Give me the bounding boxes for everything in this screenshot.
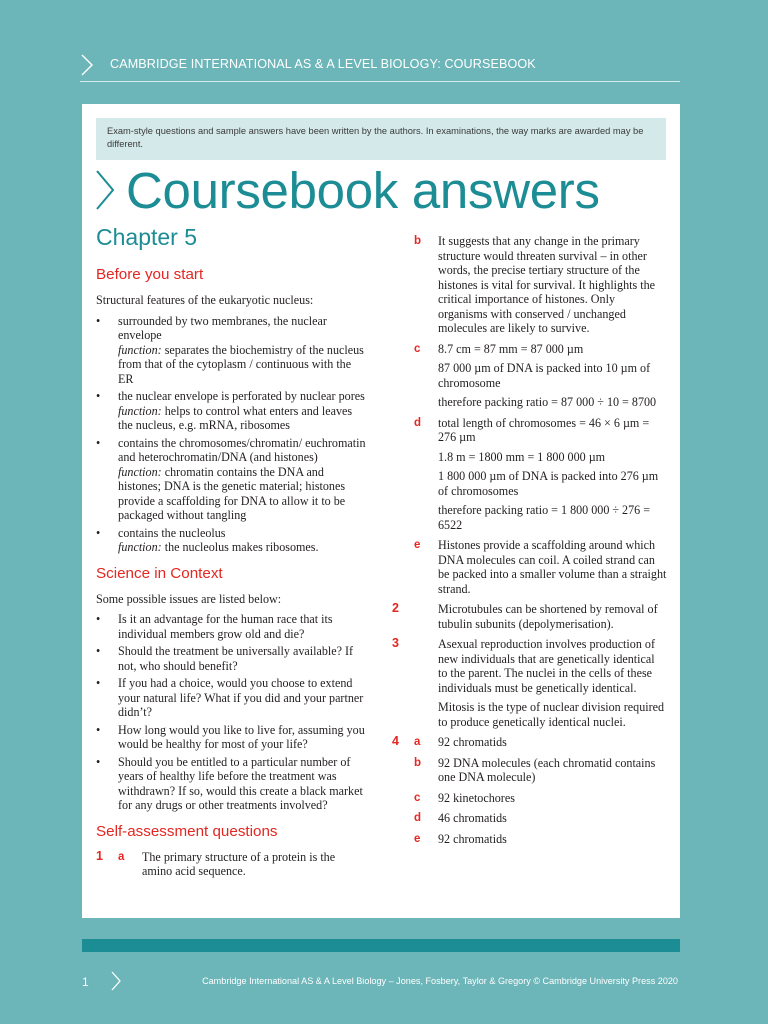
part-letter: b [414,235,422,247]
part-letter: b [414,756,422,769]
question-number: 4 [392,734,399,748]
question-number: 3 [392,636,399,650]
answer-line: 1.8 m = 1800 mm = 1 800 000 µm [438,449,606,464]
feature-text: contains the nucleolus [118,525,226,540]
question-1b [392,234,667,336]
part-letter: e [414,539,421,551]
question-1d [392,416,667,533]
question-1e [392,538,667,596]
section-heading-self-assessment: Self-assessment questions [96,822,278,840]
bullet: • [96,435,101,450]
function-label: function: [118,540,162,554]
page-number: 1 [82,975,89,989]
answer-text: The primary structure of a protein is the amino acid sequence. [142,849,336,878]
book-title: CAMBRIDGE INTERNATIONAL AS & A LEVEL BIOLOGY: COURSEBOOK [110,57,536,71]
answer-text: Microtubules can be shortened by removal of tubulin subunits (depolymerisation). [438,602,658,631]
function-text: helps to control what enters and leaves the nucleus, e.g. mRNA, ribosomes [118,403,353,432]
function-text: separates the biochemistry of the nucleus from that of the cytoplasm / continuous with the ER [118,342,364,386]
question-number: 2 [392,601,399,615]
answer-text: Mitosis is the type of nuclear division required to produce genetically identical nuclei. [438,700,665,729]
section-intro: Structural features of the eukaryotic nucleus: [96,293,314,307]
bullet: • [96,612,101,626]
issue-text: Should you be entitled to a particular number of years of healthy life before the treatment was withdrawn? If so, would this create a black market for any drugs or other treatments involved? [118,754,363,812]
question-4b [392,756,667,785]
list-item [96,389,366,433]
bullet: • [96,676,101,690]
question-1a [96,850,366,879]
answer-text: Histones provide a scaffolding around which DNA molecules can coil. A coiled strand can be packed into a smaller volume than a straight strand. [438,538,667,596]
function-label: function: [118,403,162,418]
answer-text: 92 kinetochores [438,790,515,805]
feature-text: the nuclear envelope is perforated by nuclear pores [118,389,365,403]
question-4e [392,832,667,847]
bullet: • [96,754,101,769]
page-content [82,104,680,918]
page-footer [80,970,680,994]
running-header [80,52,680,82]
document-title-text: Coursebook answers [126,161,600,219]
question-1c [392,342,667,410]
part-letter: c [414,342,421,355]
answer-text: 92 DNA molecules (each chromatid contains one DNA molecule) [438,755,656,784]
document-title [94,158,600,222]
list-item [96,314,366,387]
question-2 [392,602,667,631]
part-letter: d [414,812,422,824]
disclaimer-box: Exam-style questions and sample answers have been written by the authors. In examinations, the way marks are awarded may be different. [96,118,666,160]
bullet: • [96,722,101,737]
right-column [392,234,667,852]
feature-text: surrounded by two membranes, the nuclear envelope [118,313,327,342]
answer-text: It suggests that any change in the primary structure would threaten survival – in other words, the precise tertiary structure of the histones is vital for survival. It highlights the critical importance of histones. Only organisms with conserved / unchanged molecules are likely to survive. [438,234,655,335]
answer-line: total length of chromosomes = 46 × 6 µm = 276 µm [438,415,650,444]
function-text: chromatin contains the DNA and histones; DNA is the genetic material; histones provide a scaffolding for DNA to allow it to be packaged without tangling [118,464,346,522]
list-item [96,723,366,752]
question-4d [392,811,667,826]
issue-text: How long would you like to live for, assuming you would be healthy for most of your life? [118,722,365,751]
chevron-right-icon [110,971,122,991]
bullet: • [96,389,101,403]
bullet: • [96,525,101,540]
answer-text: 46 chromatids [438,811,507,825]
list-item [96,612,366,641]
part-letter: a [118,850,125,863]
bottom-accent-bar [82,939,680,952]
question-number: 1 [96,848,103,863]
answer-line: 8.7 cm = 87 mm = 87 000 µm [438,341,584,356]
answer-line: therefore packing ratio = 1 800 000 ÷ 276 = 6522 [438,503,651,532]
chapter-heading: Chapter 5 [96,224,198,250]
part-letter: e [414,832,421,845]
answer-text: 92 chromatids [438,831,507,846]
question-4c [392,791,667,806]
chevron-right-icon [94,169,116,211]
answer-line: 87 000 µm of DNA is packed into 10 µm of chromosome [438,361,651,390]
issue-text: Should the treatment be universally available? If not, who should benefit? [118,644,354,673]
function-label: function: [118,342,162,357]
question-4a [392,735,667,750]
bullet: • [96,644,101,658]
issue-text: If you had a choice, would you choose to extend your natural life? What if you did and your partner didn’t? [118,676,364,719]
list-item [96,436,366,523]
part-letter: c [414,791,421,804]
section-intro: Some possible issues are listed below: [96,591,282,606]
left-column [96,266,366,885]
issue-text: Is it an advantage for the human race that its individual members grow old and die? [118,612,333,641]
part-letter: a [414,736,421,748]
answer-text: Asexual reproduction involves production of new individuals that are genetically identical to the parent. The nuclei in the cells of these individuals must be genetically identical. [438,637,655,695]
question-3 [392,637,667,729]
chevron-right-icon [80,54,94,76]
feature-text: contains the chromosomes/chromatin/ euchromatin and heterochromatin/DNA (and histones) [118,435,366,464]
citation-text: Cambridge International AS & A Level Biology – Jones, Fosbery, Taylor & Gregory © Cambridge University Press 2020 [202,976,678,986]
list-item [96,526,366,555]
section-heading-science-in-context: Science in Context [96,564,223,582]
answer-line: 1 800 000 µm of DNA is packed into 276 µm of chromosomes [438,469,659,498]
part-letter: d [414,416,422,429]
list-item [96,676,366,720]
answer-text: 92 chromatids [438,735,507,749]
answer-line: therefore packing ratio = 87 000 ÷ 10 = 8700 [438,395,657,409]
bullet: • [96,313,101,328]
section-heading-before-you-start: Before you start [96,266,204,283]
list-item [96,644,366,673]
function-text: the nucleolus makes ribosomes. [164,540,319,554]
list-item [96,755,366,813]
function-label: function: [118,464,162,479]
